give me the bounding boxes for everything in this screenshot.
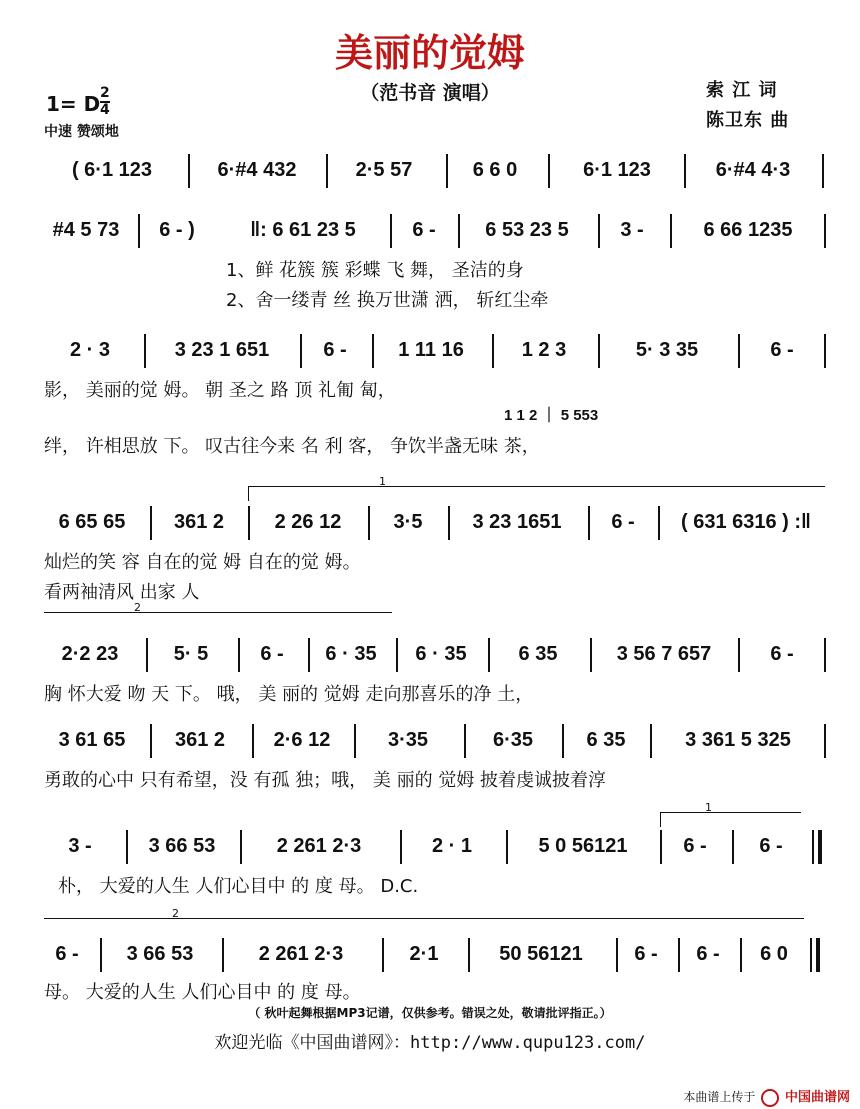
measure: #4 5 73: [52, 218, 120, 241]
barline: [146, 638, 148, 672]
barline: [738, 334, 740, 368]
lyric-line: 母。 大爱的人生 人们心目中 的 度 母。: [44, 982, 361, 1003]
score-row-5: [42, 636, 832, 672]
measure: 50 56121: [499, 942, 583, 965]
score-row-3: [42, 332, 832, 368]
barline: [740, 938, 742, 972]
measure: 5 0 56121: [538, 834, 628, 857]
upload-credit: [683, 1086, 850, 1107]
measure: 2 261 2·3: [258, 942, 344, 965]
barline: [252, 724, 254, 758]
measure: 3 56 7 657: [616, 642, 712, 665]
lyric-line: 1、鲜 花簇 簇 彩蝶 飞 舞， 圣洁的身: [226, 260, 524, 281]
measure: 2 26 12: [274, 510, 342, 533]
measure: 6 35: [586, 728, 626, 751]
barline: [660, 830, 662, 864]
transcription-note: （ 秋叶起舞根据MP3记谱，仅供参考。错误之处，敬请批评指正。）: [248, 1006, 612, 1020]
time-signature-top: 2: [100, 85, 110, 101]
barline: [684, 154, 686, 188]
measure: 3 23 1651: [472, 510, 562, 533]
measure: 6 0: [760, 942, 788, 965]
measure: 5· 3 35: [635, 338, 699, 361]
performer-subtitle: （范书音 演唱）: [360, 82, 500, 104]
barline: [240, 830, 242, 864]
barline: [100, 938, 102, 972]
barline: [188, 154, 190, 188]
barline: [824, 214, 826, 248]
barline: [144, 334, 146, 368]
barline: [824, 334, 826, 368]
measure: 2·1: [409, 942, 439, 965]
measure: 1 11 16: [398, 338, 464, 361]
measure: ( 6·1 123: [71, 158, 153, 181]
barline: [372, 334, 374, 368]
barline: [468, 938, 470, 972]
barline: [670, 214, 672, 248]
measure: 361 2: [173, 510, 225, 533]
barline: [300, 334, 302, 368]
barline: [326, 154, 328, 188]
lyric-line: 绊， 许相思放 下。 叹古往今来 名 利 客， 争饮半盏无味 茶，: [44, 436, 540, 457]
score-row-8: [42, 936, 832, 972]
measure: 6 -: [55, 942, 79, 965]
volta-bracket: [660, 801, 801, 827]
measure: 2 261 2·3: [276, 834, 362, 857]
measure: 5· 5: [173, 642, 209, 665]
barline: [738, 638, 740, 672]
barline: [598, 334, 600, 368]
volta-label: 1: [379, 475, 386, 488]
measure: 3·5: [393, 510, 423, 533]
barline: [400, 830, 402, 864]
barline: [658, 506, 660, 540]
barline: [138, 214, 140, 248]
final-barline: [816, 938, 820, 972]
score-row-1: [42, 152, 832, 188]
measure: 6 -: [260, 642, 284, 665]
site-welcome: 欢迎光临《中国曲谱网》：http://www.qupu123.com/: [214, 1033, 646, 1053]
measure: 6·#4 432: [217, 158, 297, 181]
measure: 3 361 5 325: [685, 728, 791, 751]
measure: 6 -: [759, 834, 783, 857]
barline: [562, 724, 564, 758]
score-row-2: [42, 212, 832, 248]
volta-label: 2: [172, 907, 179, 920]
final-barline: [818, 830, 822, 864]
barline: [822, 154, 824, 188]
barline: [308, 638, 310, 672]
measure: 6 -: [323, 338, 347, 361]
composer-credit: 陈卫东 曲: [706, 110, 790, 131]
score-row-6: [42, 722, 832, 758]
score-row-4: [42, 504, 832, 540]
site-logo-icon: [761, 1089, 779, 1107]
barline: [248, 506, 250, 540]
barline: [506, 830, 508, 864]
barline: [150, 506, 152, 540]
barline: [678, 938, 680, 972]
alternate-notes: 1 1 2 ｜ 5 553: [504, 407, 599, 424]
barline: [448, 506, 450, 540]
song-title: 美丽的觉姆: [334, 30, 525, 75]
upload-note: 本曲谱上传于: [683, 1090, 756, 1104]
measure: 6·35: [492, 728, 534, 751]
measure: ( 631 6316 ) :‖: [680, 510, 812, 533]
measure: 6 53 23 5: [485, 218, 569, 241]
measure: 3 66 53: [148, 834, 216, 857]
barline: [732, 830, 734, 864]
barline: [488, 638, 490, 672]
barline: [548, 154, 550, 188]
site-logo: 中国曲谱网: [784, 1090, 850, 1105]
measure: 3 -: [68, 834, 92, 857]
measure: 6 66 1235: [703, 218, 793, 241]
barline: [396, 638, 398, 672]
barline: [588, 506, 590, 540]
measure: 6 · 35: [325, 642, 377, 665]
tempo-marking: 中速 赞颂地: [44, 124, 119, 140]
measure: 361 2: [174, 728, 226, 751]
measure: 6 65 65: [58, 510, 126, 533]
measure: 6·1 123: [583, 158, 651, 181]
barline: [464, 724, 466, 758]
barline: [598, 214, 600, 248]
barline: [824, 724, 826, 758]
measure: 6 -: [770, 642, 794, 665]
lyric-line: 影， 美丽的觉 姆。 朝 圣之 路 顶 礼匍 匐，: [44, 380, 396, 401]
measure: 6 -: [634, 942, 658, 965]
volta-bracket: [44, 907, 804, 933]
volta-label: 1: [705, 801, 712, 814]
lyric-line: 胸 怀大爱 吻 天 下。 哦， 美 丽的 觉姆 走向那喜乐的净 土，: [44, 684, 534, 705]
barline: [222, 938, 224, 972]
measure: 6 -: [412, 218, 436, 241]
measure: 2 · 1: [431, 834, 473, 857]
barline: [616, 938, 618, 972]
measure: 1 2 3: [521, 338, 567, 361]
key-signature: 1= D: [46, 92, 101, 116]
barline: [812, 830, 814, 864]
lyricist-credit: 索 江 词: [706, 80, 778, 101]
measure: 6 35: [518, 642, 558, 665]
time-signature-bottom: 4: [100, 102, 110, 118]
measure: 6 -: [611, 510, 635, 533]
measure: 6 6 0: [472, 158, 518, 181]
barline: [492, 334, 494, 368]
measure: 6 -: [770, 338, 794, 361]
measure: 3 -: [620, 218, 644, 241]
measure: 6 · 35: [415, 642, 467, 665]
lyric-line: 看两袖清风 出家 人: [44, 582, 200, 603]
barline: [390, 214, 392, 248]
measure: 3·35: [387, 728, 429, 751]
barline: [446, 154, 448, 188]
lyric-line: 2、舍一缕青 丝 换万世潇 洒， 斩红尘牵: [226, 290, 549, 311]
volta-bracket: [248, 475, 825, 501]
barline: [354, 724, 356, 758]
score-row-7: [42, 828, 832, 864]
barline: [824, 638, 826, 672]
measure: 6 -: [683, 834, 707, 857]
measure: 3 61 65: [58, 728, 126, 751]
barline: [458, 214, 460, 248]
barline: [590, 638, 592, 672]
volta-bracket: [44, 601, 392, 627]
measure: 3 23 1 651: [174, 338, 270, 361]
barline: [650, 724, 652, 758]
volta-label: 2: [134, 601, 141, 614]
time-signature: [100, 86, 110, 118]
measure: 2 · 3: [69, 338, 111, 361]
measure: 6 - ): [159, 218, 195, 241]
barline: [126, 830, 128, 864]
lyric-line: 朴， 大爱的人生 人们心目中 的 度 母。 D.C.: [58, 876, 419, 897]
barline: [382, 938, 384, 972]
measure: 2·6 12: [273, 728, 331, 751]
barline: [150, 724, 152, 758]
lyric-line: 灿烂的笑 容 自在的觉 姆 自在的觉 姆。: [44, 552, 361, 573]
barline: [368, 506, 370, 540]
lyric-line: 勇敢的心中 只有希望，没 有孤 独；哦， 美 丽的 觉姆 披着虔诚披着淳: [44, 770, 607, 791]
measure: 2·5 57: [355, 158, 413, 181]
measure: 3 66 53: [126, 942, 194, 965]
barline: [810, 938, 812, 972]
measure: 2·2 23: [61, 642, 119, 665]
measure: 6 -: [696, 942, 720, 965]
barline: [238, 638, 240, 672]
measure: ‖: 6 61 23 5: [250, 218, 356, 241]
measure: 6·#4 4·3: [715, 158, 791, 181]
